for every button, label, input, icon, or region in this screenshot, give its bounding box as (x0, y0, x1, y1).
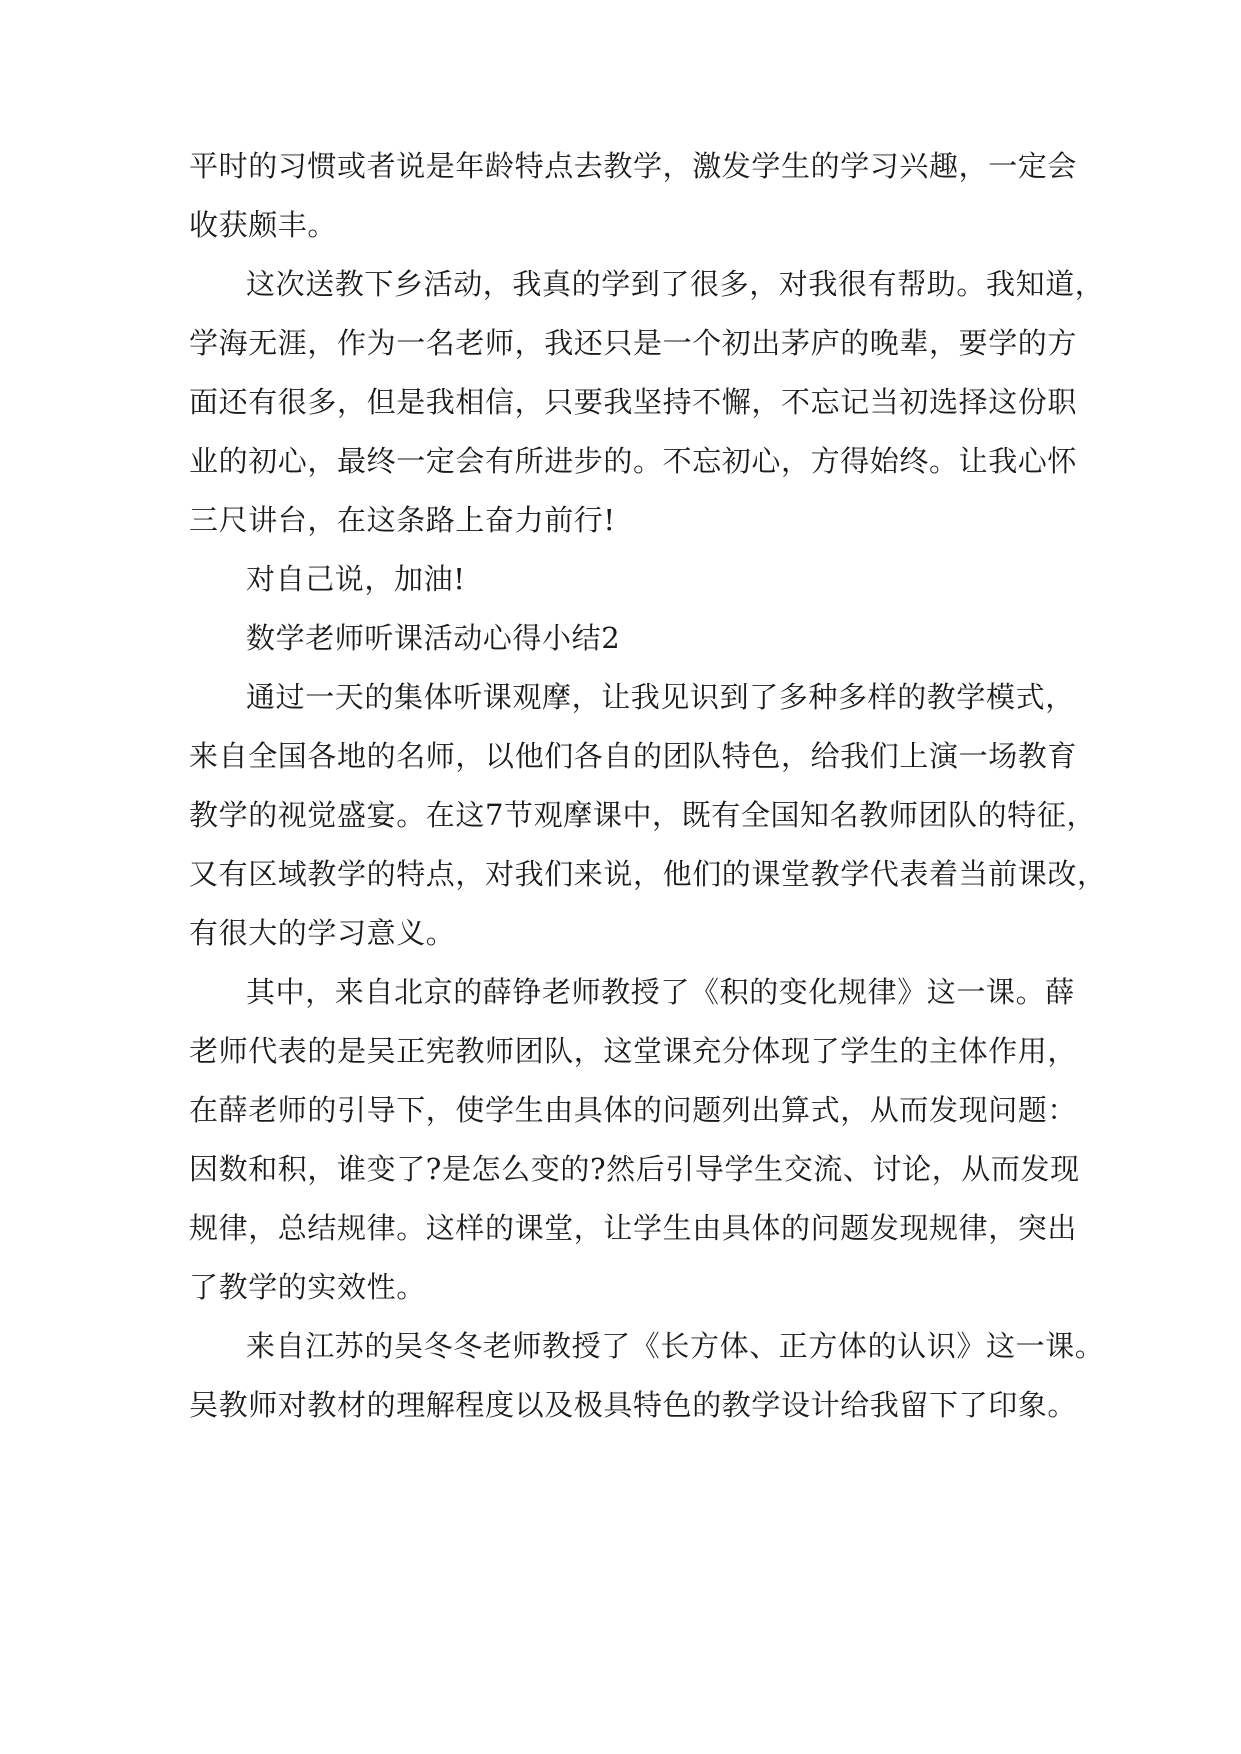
paragraph-start-line: 来自江苏的吴冬冬老师教授了《长方体、正方体的认识》这一课。 (246, 1329, 1105, 1363)
paragraph-start-line: 其中，来自北京的薛铮老师教授了《积的变化规律》这一课。薛 (246, 975, 1075, 1009)
paragraph-start-line: 对自己说，加油! (246, 562, 466, 596)
paragraph-start-line: 通过一天的集体听课观摩，让我见识到了多种多样的教学模式， (246, 680, 1075, 714)
text-line: 平时的习惯或者说是年龄特点去教学，激发学生的学习兴趣，一定会 (189, 149, 1078, 183)
section-heading: 数学老师听课活动心得小结2 (246, 621, 621, 655)
text-line: 了教学的实效性。 (189, 1270, 426, 1304)
text-line: 吴教师对教材的理解程度以及极具特色的教学设计给我留下了印象。 (189, 1388, 1078, 1422)
text-line: 老师代表的是吴正宪教师团队，这堂课充分体现了学生的主体作用， (189, 1034, 1078, 1068)
text-line: 来自全国各地的名师，以他们各自的团队特色，给我们上演一场教育 (189, 739, 1078, 773)
text-line: 规律，总结规律。这样的课堂，让学生由具体的问题发现规律，突出 (189, 1211, 1078, 1245)
text-line: 面还有很多，但是我相信，只要我坚持不懈，不忘记当初选择这份职 (189, 385, 1078, 419)
text-line: 又有区域教学的特点，对我们来说，他们的课堂教学代表着当前课改， (189, 857, 1107, 891)
text-line: 收获颇丰。 (189, 208, 338, 242)
text-line: 在薛老师的引导下，使学生由具体的问题列出算式，从而发现问题： (189, 1093, 1078, 1127)
text-line: 学海无涯，作为一名老师，我还只是一个初出茅庐的晚辈，要学的方 (189, 326, 1078, 360)
text-line: 有很大的学习意义。 (189, 916, 456, 950)
text-line: 教学的视觉盛宴。在这7节观摩课中，既有全国知名教师团队的特征， (189, 798, 1097, 832)
paragraph-start-line: 这次送教下乡活动，我真的学到了很多，对我很有帮助。我知道， (246, 267, 1105, 301)
text-line: 业的初心，最终一定会有所进步的。不忘初心，方得始终。让我心怀 (189, 444, 1078, 478)
text-line: 因数和积，谁变了?是怎么变的?然后引导学生交流、讨论，从而发现 (189, 1152, 1080, 1186)
text-line: 三尺讲台，在这条路上奋力前行! (189, 503, 616, 537)
